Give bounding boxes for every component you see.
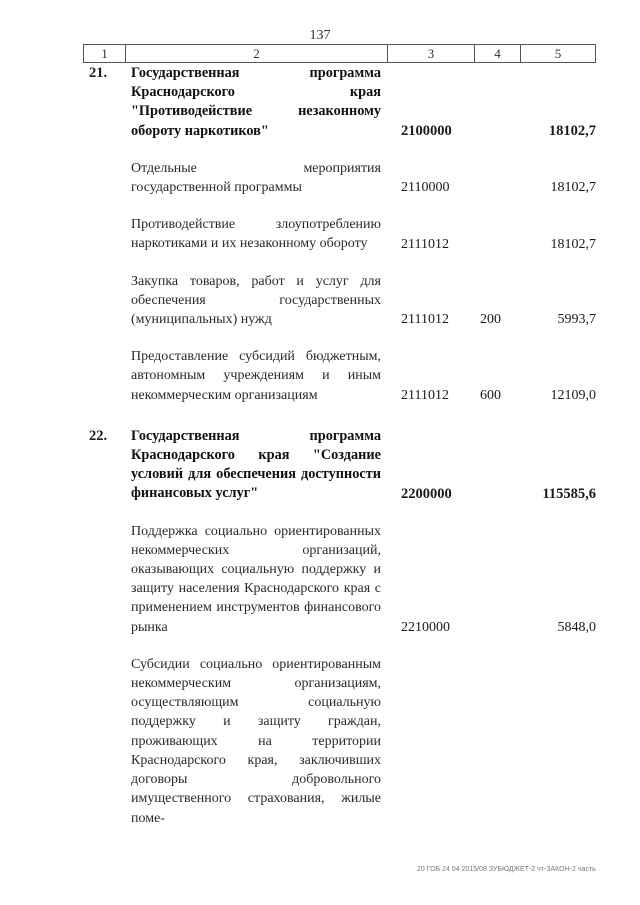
row-amount: 5848,0 — [557, 619, 596, 635]
row-name: Государственная программа Краснодарского края "Создание условий для обеспечения доступности финансовых услуг" — [131, 427, 381, 502]
table-row — [83, 159, 596, 197]
table-row — [83, 64, 596, 141]
table-row — [83, 427, 596, 504]
table-row — [83, 272, 596, 330]
table-row — [83, 347, 596, 405]
column-header-3: 3 — [387, 45, 474, 62]
row-code: 2111012 — [401, 387, 449, 403]
row-code: 2100000 — [401, 122, 452, 139]
table-row — [83, 655, 596, 828]
table-row — [83, 522, 596, 637]
row-amount: 18102,7 — [548, 122, 596, 139]
row-expense-type: 600 — [480, 387, 501, 403]
row-amount: 5993,7 — [557, 312, 596, 328]
row-amount: 12109,0 — [550, 387, 596, 403]
column-header-5: 5 — [520, 45, 596, 62]
row-code: 2111012 — [401, 312, 449, 328]
row-code: 2200000 — [401, 485, 452, 502]
row-name: Государственная программа Краснодарского края "Противодействие незаконному обороту наркотиков" — [131, 65, 381, 139]
row-number: 21. — [89, 65, 108, 81]
row-name: Противодействие злоупотреблению наркотиками и их незаконному обороту — [131, 217, 381, 252]
row-name: Субсидии социально ориентированным некоммерческим организациям, осуществляющим социальную поддержку и защиту граждан, проживающих на территории Краснодарского края, заключивших договоры добровольного имущественного страхования, жилые поме- — [131, 656, 381, 826]
row-expense-type: 200 — [480, 312, 501, 328]
row-name: Закупка товаров, работ и услуг для обеспечения государственных (муниципальных) нужд — [131, 273, 381, 328]
row-name: Отдельные мероприятия государственной программы — [131, 160, 381, 196]
budget-table — [83, 64, 596, 828]
row-code: 2110000 — [401, 180, 450, 196]
column-header-1: 1 — [83, 45, 125, 62]
row-amount: 18102,7 — [550, 236, 596, 252]
row-name: Поддержка социально ориентированных некоммерческих организаций, оказывающих социальную поддержку и защиту населения Краснодарского края с применением инструментов финансового рынка — [131, 523, 381, 635]
row-amount: 115585,6 — [542, 485, 596, 502]
row-code: 2210000 — [401, 619, 450, 635]
row-number: 22. — [89, 427, 108, 444]
row-amount: 18102,7 — [550, 180, 596, 196]
column-header-4: 4 — [474, 45, 520, 62]
row-name: Предоставление субсидий бюджетным, автономным учреждениям и иным некоммерческим организациям — [131, 349, 381, 403]
table-row — [83, 215, 596, 253]
column-header-2: 2 — [125, 45, 387, 62]
table-header — [83, 44, 596, 63]
row-code: 2111012 — [401, 236, 449, 252]
page-number: 137 — [309, 28, 331, 43]
document-footer: 20 ГОБ 24 04 2015/08 ЗУБЮДЖЕТ-2 чт-ЗАКОН-2 часть — [417, 866, 596, 873]
